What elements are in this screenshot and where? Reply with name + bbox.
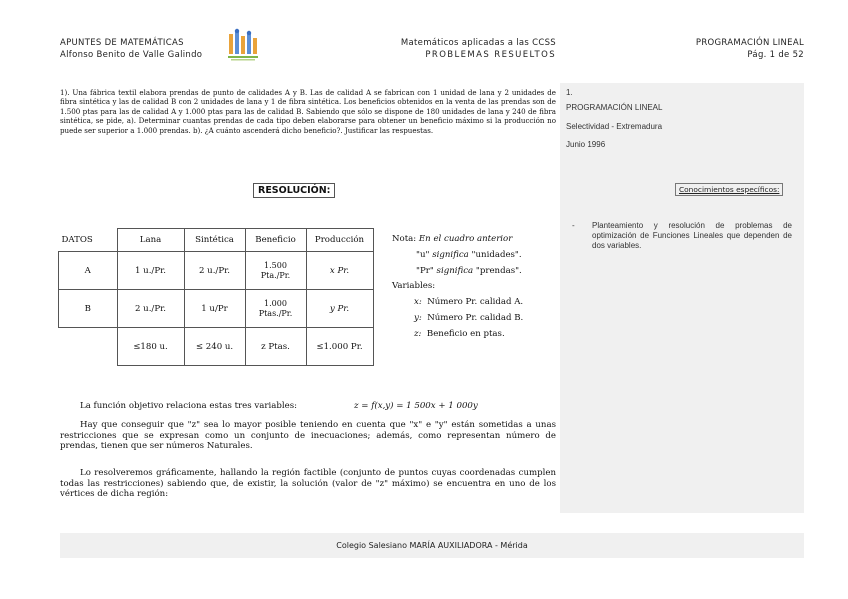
header-left [60, 37, 202, 61]
paragraph-restrictions: Hay que conseguir que "z" sea lo mayor posible teniendo en cuenta que "x" e "y" están sometidas a unas restricciones que se expresan como un conjunto de inecuaciones; además, como representan número de prendas, tienen que ser números Naturales. [60, 420, 556, 451]
table-cell: A [59, 252, 118, 290]
var-z-desc: Beneficio en ptas. [426, 329, 505, 339]
bullet-dash: - [572, 221, 575, 230]
header-right [624, 37, 804, 61]
note-pr-meaning: "prendas". [473, 266, 522, 276]
table-cell: ≤ 240 u. [184, 328, 245, 366]
header-subject: Matemáticos aplicadas a las CCSS [400, 38, 556, 48]
note-pr-symbol: "Pr" [416, 266, 437, 276]
table-cell: 1.500 Pta./Pr. [245, 252, 306, 290]
var-z-symbol: z: [414, 329, 422, 339]
paragraph-graphical-method: Lo resolveremos gráficamente, hallando la región factible (conjunto de puntos cuyas coordenadas cumplen todas las restricciones) sabiendo que, de existir, la solución (valor de "z" máximo) se encuentra en uno de los vértices de dicha región: [60, 468, 556, 499]
header-topic: PROGRAMACIÓN LINEAL [695, 38, 804, 48]
header-course-title: APUNTES DE MATEMÁTICAS [60, 38, 184, 48]
header-center [376, 37, 556, 61]
objective-function-text: La función objetivo relaciona estas tres variables: [80, 401, 297, 411]
problem-text: 1). Una fábrica textil elabora prendas de punto de calidades A y B. Las de calidad A se fabrican con 1 unidad de lana y 2 unidades de fibra sintética y las de calidad B con 2 unidades de lana y 1 de fibra sintética. Los beneficios obtenidos en la venta de las prendas son de 1.500 ptas para las de calidad A y 1.000 ptas para las de calidad B. Sabiendo que sólo se dispone de 180 unidades de lana y 240 de fibra sintética, se pide, a). Determinar cuantas prendas de cada tipo deben elaborarse para obtener un beneficio máximo si la producción no puede ser superior a 1.000 prendas. b). ¿A cuánto ascenderá dicho beneficio?. Justificar las respuestas. [60, 88, 556, 135]
note-intro: En el cuadro anterior [418, 234, 513, 244]
data-table [58, 228, 374, 366]
table-cell: 2 u./Pr. [184, 252, 245, 290]
table-header-cell: Lana [117, 229, 184, 252]
table-cell: B [59, 290, 118, 328]
note-u-meaning: "unidades". [468, 250, 522, 260]
note-pr-verb: significa [436, 266, 474, 276]
table-cell: z Ptas. [245, 328, 306, 366]
problem-statement [60, 88, 556, 135]
table-cell: ≤1.000 Pr. [306, 328, 373, 366]
var-x-desc: Número Pr. calidad A. [427, 297, 524, 307]
objective-function-line [60, 401, 556, 412]
footer [60, 533, 804, 558]
table-cell: y Pr. [306, 290, 373, 328]
objective-function-formula: z = f(x,y) = 1 500x + 1 000y [354, 401, 478, 411]
var-y-desc: Número Pr. calidad B. [427, 313, 524, 323]
problem-topic: PROGRAMACIÓN LINEAL [566, 103, 663, 112]
conocimientos-heading: Conocimientos específicos: [675, 183, 783, 196]
table-header-cell: DATOS [59, 229, 118, 252]
table-cell: 1 u/Pr [184, 290, 245, 328]
table-row [59, 328, 374, 366]
footer-school-name: Colegio Salesiano MARÍA AUXILIADORA - Mérida [336, 541, 528, 550]
table-cell: ≤180 u. [117, 328, 184, 366]
table-cell: x Pr. [306, 252, 373, 290]
table-cell: 1.000 Ptas./Pr. [245, 290, 306, 328]
school-logo-icon [226, 28, 260, 64]
var-y-symbol: y: [414, 313, 422, 323]
note-variables-label: Variables: [392, 281, 436, 291]
table-cell: 2 u./Pr. [117, 290, 184, 328]
note-prefix: Nota: [392, 234, 419, 244]
table-header-cell: Sintética [184, 229, 245, 252]
table-row [59, 290, 374, 328]
table-row [59, 252, 374, 290]
problem-date: Junio 1996 [566, 140, 606, 149]
var-x-symbol: x: [414, 297, 422, 307]
knowledge-bullet: Planteamiento y resolución de problemas de optimización de Funciones Lineales que dependen de dos variables. [592, 221, 792, 250]
problem-number: 1. [566, 88, 573, 97]
table-header-cell: Producción [306, 229, 373, 252]
resolucion-heading: RESOLUCIÓN: [253, 183, 335, 198]
header-section: PROBLEMAS RESUELTOS [425, 50, 556, 60]
table-header-row [59, 229, 374, 252]
table-note [392, 233, 552, 341]
problem-source: Selectividad - Extremadura [566, 122, 663, 131]
note-u-verb: significa [432, 250, 469, 260]
table-header-cell: Beneficio [245, 229, 306, 252]
header-page-number: Pág. 1 de 52 [747, 50, 804, 60]
table-cell: 1 u./Pr. [117, 252, 184, 290]
note-u-symbol: "u" [416, 250, 433, 260]
table-cell [59, 328, 118, 366]
header-author: Alfonso Benito de Valle Galindo [60, 50, 203, 60]
side-panel [560, 83, 804, 513]
